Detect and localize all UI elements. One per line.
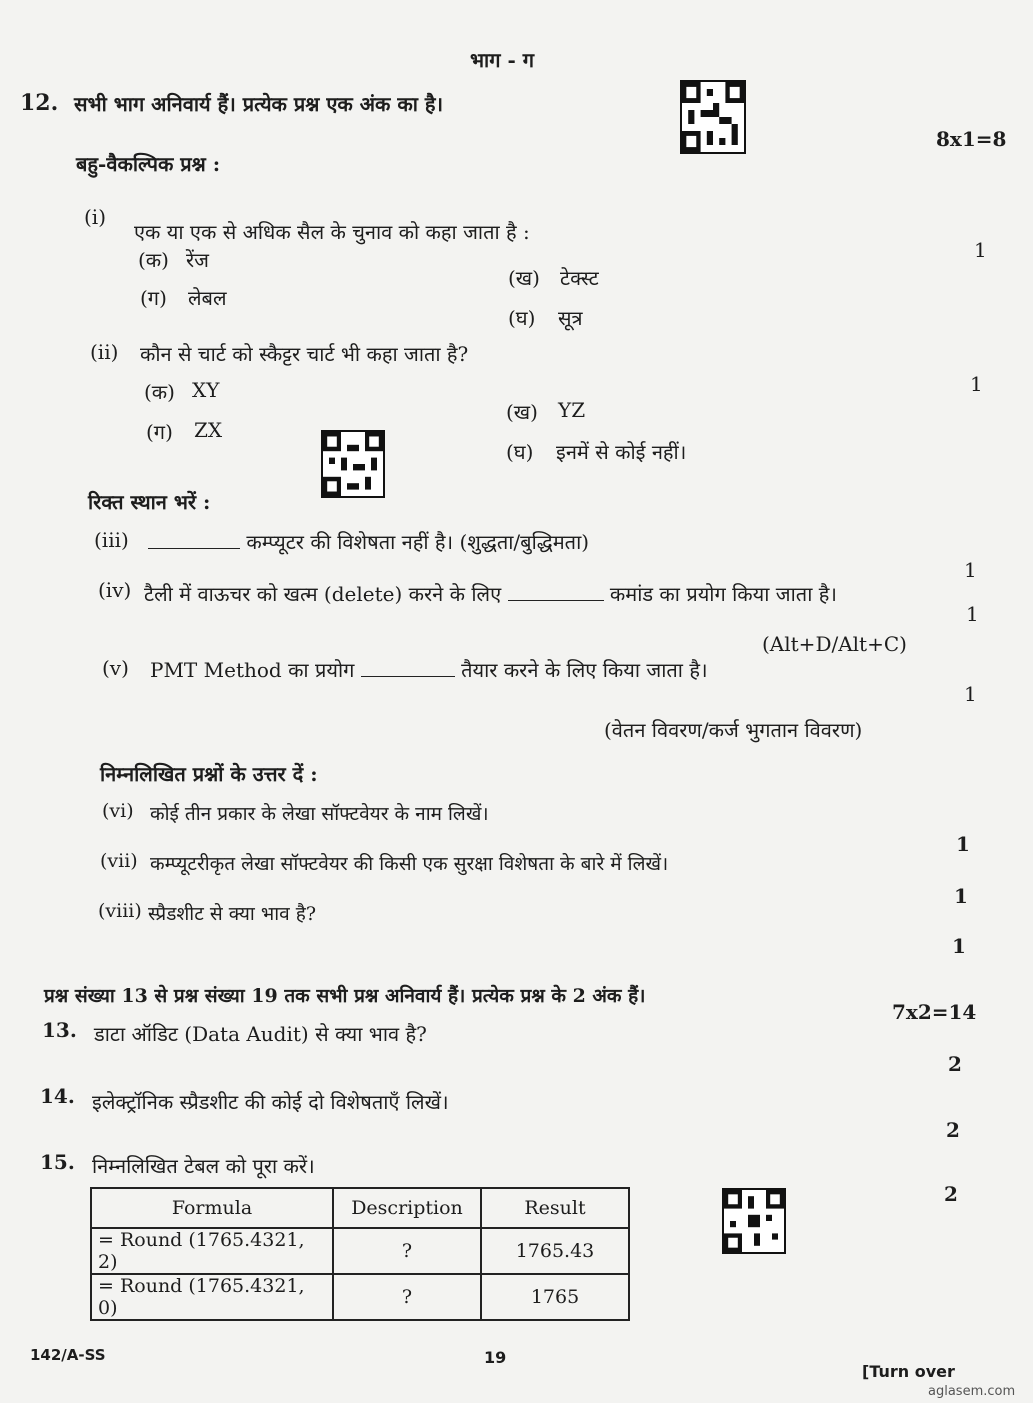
qr-code-icon <box>680 80 746 154</box>
marks-scheme: 8x1=8 <box>936 127 1007 151</box>
page-number: 19 <box>484 1348 507 1367</box>
sub-question-text: तैयार करने के लिए किया जाता है। <box>461 658 708 682</box>
marks: 1 <box>952 934 966 958</box>
option-key: (घ) <box>506 440 534 464</box>
table-row <box>91 1228 629 1274</box>
sub-question-text: एक या एक से अधिक सैल के चुनाव को कहा जाता है : <box>134 220 530 244</box>
marks: 1 <box>956 832 970 856</box>
option-text: लेबल <box>188 286 227 310</box>
answer-blank <box>361 675 455 677</box>
question-number: 14. <box>40 1084 75 1108</box>
marks: 1 <box>964 558 977 582</box>
table-row <box>91 1274 629 1320</box>
sub-question-label: (vi) <box>102 800 134 822</box>
table-header: Formula <box>91 1188 333 1228</box>
marks-scheme: 7x2=14 <box>892 1000 977 1024</box>
sub-question-line <box>150 656 708 683</box>
table-header: Description <box>333 1188 481 1228</box>
table-cell: 1765 <box>481 1274 629 1320</box>
formula-table <box>90 1187 630 1321</box>
question-number: 15. <box>40 1150 75 1174</box>
answer-blank <box>508 599 604 601</box>
turn-over: [Turn over <box>862 1362 955 1381</box>
answer-heading: निम्नलिखित प्रश्नों के उत्तर दें : <box>100 762 318 786</box>
sub-question-label: (vii) <box>100 850 138 872</box>
question-number: 12. <box>20 90 59 116</box>
watermark: aglasem.com <box>928 1384 1016 1399</box>
sub-question-text: टैली में वाऊचर को खत्म (delete) करने के लिए <box>144 582 502 606</box>
option-key: (ग) <box>140 286 167 310</box>
question-text: इलेक्ट्रॉनिक स्प्रैडशीट की कोई दो विशेषताएँ लिखें। <box>92 1090 449 1114</box>
marks: 1 <box>954 884 968 908</box>
option-text: YZ <box>558 398 586 422</box>
option-text: सूत्र <box>558 306 583 330</box>
option-key: (क) <box>144 380 175 404</box>
answer-hint: (Alt+D/Alt+C) <box>762 632 907 656</box>
sub-question-text: कमांड का प्रयोग किया जाता है। <box>609 582 837 606</box>
option-key: (ख) <box>506 400 538 424</box>
marks: 1 <box>970 372 983 396</box>
sub-question-line <box>148 528 589 555</box>
question-number: 13. <box>42 1018 77 1042</box>
answer-hint: (वेतन विवरण/कर्ज भुगतान विवरण) <box>604 718 863 742</box>
option-key: (ख) <box>508 266 540 290</box>
option-key: (क) <box>138 248 169 272</box>
sub-question-text: कौन से चार्ट को स्कैट्टर चार्ट भी कहा जाता है? <box>140 342 469 366</box>
marks: 1 <box>966 602 979 626</box>
table-cell: = Round (1765.4321, 0) <box>91 1274 333 1320</box>
question-instruction: सभी भाग अनिवार्य हैं। प्रत्येक प्रश्न एक अंक का है। <box>74 92 444 116</box>
qr-code-icon <box>321 430 385 498</box>
sub-question-label: (iv) <box>98 578 132 602</box>
marks: 2 <box>948 1052 962 1076</box>
table-cell: ? <box>333 1274 481 1320</box>
sub-question-text: स्प्रैडशीट से क्या भाव है? <box>148 903 317 925</box>
table-header: Result <box>481 1188 629 1228</box>
sub-question-text: कम्प्यूटर की विशेषता नहीं है। (शुद्धता/बुद्धिमता) <box>246 530 590 554</box>
marks: 2 <box>944 1182 958 1206</box>
sub-question-label: (i) <box>84 205 107 229</box>
marks: 1 <box>964 682 977 706</box>
question-text: निम्नलिखित टेबल को पूरा करें। <box>92 1154 315 1178</box>
section-instruction: प्रश्न संख्या 13 से प्रश्न संख्या 19 तक सभी प्रश्न अनिवार्य हैं। प्रत्येक प्रश्न के 2 अंक हैं। <box>44 985 646 1007</box>
marks: 2 <box>946 1118 960 1142</box>
sub-question-text: कम्प्यूटरीकृत लेखा सॉफ्टवेयर की किसी एक सुरक्षा विशेषता के बारे में लिखें। <box>150 853 669 875</box>
qr-code-icon <box>722 1188 786 1254</box>
marks: 1 <box>974 238 987 262</box>
option-text: ZX <box>194 418 223 442</box>
table-cell: 1765.43 <box>481 1228 629 1274</box>
sub-question-text: PMT Method का प्रयोग <box>150 658 355 682</box>
sub-question-label: (viii) <box>98 900 142 922</box>
question-text: डाटा ऑडिट (Data Audit) से क्या भाव है? <box>94 1022 427 1046</box>
option-key: (घ) <box>508 306 536 330</box>
sub-question-text: कोई तीन प्रकार के लेखा सॉफ्टवेयर के नाम लिखें। <box>150 803 489 825</box>
option-text: इनमें से कोई नहीं। <box>556 440 687 464</box>
sub-question-label: (v) <box>102 656 129 680</box>
table-header-row <box>91 1188 629 1228</box>
fill-heading: रिक्त स्थान भरें : <box>88 490 211 514</box>
sub-question-line <box>144 580 837 607</box>
paper-code: 142/A-SS <box>30 1346 106 1364</box>
sub-question-label: (ii) <box>90 340 119 364</box>
sub-question-label: (iii) <box>94 528 129 552</box>
option-text: टेक्स्ट <box>560 266 599 290</box>
option-text: XY <box>192 378 220 402</box>
section-title: भाग - ग <box>470 48 534 72</box>
mcq-heading: बहु-वैकल्पिक प्रश्न : <box>76 152 221 176</box>
option-key: (ग) <box>146 420 173 444</box>
option-text: रेंज <box>186 248 210 272</box>
table-cell: ? <box>333 1228 481 1274</box>
answer-blank <box>148 547 240 549</box>
table-cell: = Round (1765.4321, 2) <box>91 1228 333 1274</box>
